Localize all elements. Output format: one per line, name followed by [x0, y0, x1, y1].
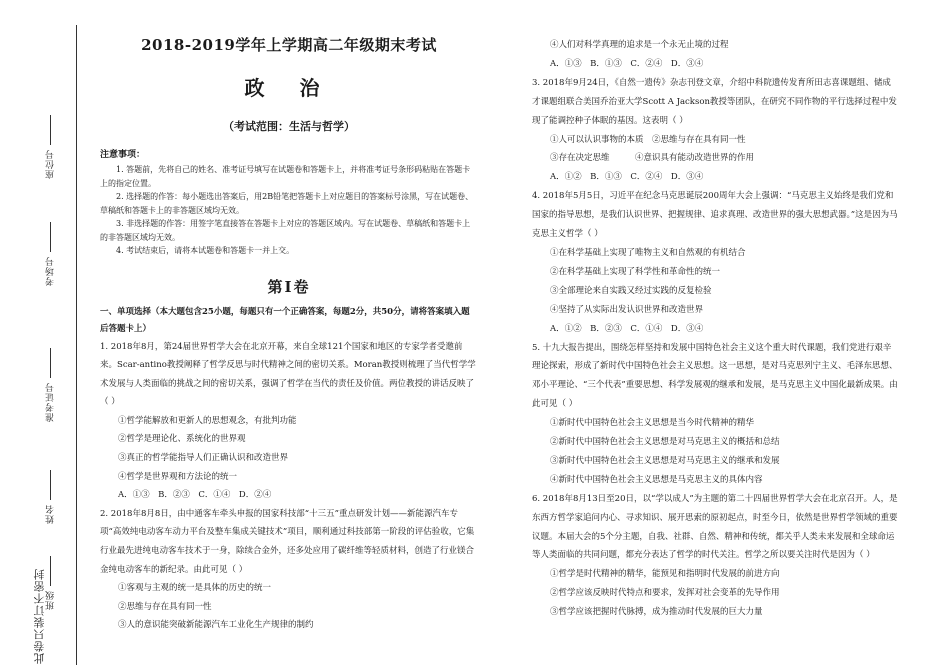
answer-choices: A．①③ B．①③ C．②④ D．③④: [550, 58, 704, 69]
question-stem: 3. 2018年9月24日，《自然一遗传》杂志刊登文章，介绍中科院遗传发育所田志喜课题组、储成才课题组联合美国乔治亚大学Scott A Jackson教授等团队，在研究不同作物的平行选择过程中发现了能调控种子体眠的基因。这表明（ ）: [532, 77, 897, 126]
question-option: ③存在决定思维 ④意识具有能动改造世界的作用: [550, 153, 755, 164]
question-3: [532, 74, 898, 187]
exam-room-field: 考场号: [44, 222, 57, 286]
question-option: ①人可以认识事物的本质 ②思维与存在具有同一性: [550, 134, 746, 145]
question-stem: 5. 十九大报告提出，围绕怎样坚持和发展中国特色社会主义这个重大时代课题，我们党进行艰辛理论探索，形成了新时代中国特色社会主义思想。这一思想，是对马克思列宁主义、毛泽东思想、邓小平理论、“三个代表”重要思想、科学发展观的继承和发展，是马克思主义中国化最新成果。由此可见（ ）: [532, 342, 898, 410]
notice-item: 1. 答题前，先将自己的姓名、准考证号填写在试题卷和答题卡上，并将准考证号条形码粘贴在答题卡上的指定位置。: [100, 165, 471, 188]
question-option: ③真正的哲学能指导人们正确认识和改造世界: [118, 453, 289, 464]
binding-margin: [0, 0, 92, 672]
question-stem: 1. 2018年8月，第24届世界哲学大会在北京开幕，来自全球121个国家和地区的专家学者受邀前来。Scar-antino教授阐释了哲学反思与时代精神之间的密切关系。Moran教授则梳理了当代哲学学术发展与人类面临的挑战之间的密切关系，强调了哲学在当代的责任及价值。两位教授的讲话反映了（ ）: [100, 341, 476, 408]
section-heading: 一、单项选择（本大题包含25小题，每题只有一个正确答案，每题2分，共50分，请将答案填入题后答题卡上）: [100, 306, 470, 334]
question-1: [100, 338, 478, 505]
question-option: ①客观与主观的统一是具体的历史的统一: [118, 583, 272, 594]
left-column: [100, 0, 478, 635]
question-option: ③全部理论来自实践又经过实践的反复检验: [550, 285, 712, 296]
question-stem: 4. 2018年5月5日，习近平在纪念马克思诞辰200周年大会上强调：“马克思主义始终是我们党和国家的指导思想，是我们认识世界、把握规律、追求真理、改造世界的强大思想武器。”这是因为马克思主义哲学（ ）: [532, 191, 898, 240]
volume-heading: 第Ⅰ卷: [267, 277, 311, 296]
answer-choices: A．①② B．②③ C．①④ D．③④: [550, 323, 704, 334]
seat-number-field: 座位号: [44, 115, 57, 179]
exam-scope: （考试范围：生活与哲学）: [223, 120, 355, 133]
question-stem: 6. 2018年8月13日至20日，以“学以成人”为主题的第二十四届世界哲学大会在北京召开。人，是东西方哲学家追问内心、寻求知识、展开思索的原初起点，时至今日，依然是世界哲学领域的重要议题。本届大会的5个分主题，自我、社群、自然、精神和传统，都关乎人类未来发展和全球命运等人类面临的共同问题，都充分表达了哲学的时代关注。哲学之所以要关注时代是因为（ ）: [532, 493, 898, 561]
question-option: ④坚持了从实际出发认识世界和改造世界: [550, 304, 704, 315]
question-option: ③新时代中国特色社会主义思想是对马克思主义的继承和发展: [550, 455, 780, 466]
question-option: ①在科学基础上实现了唯物主义和自然观的有机结合: [550, 247, 746, 258]
binding-note: 此卷只装订不密封: [33, 568, 46, 664]
question-option: ②思维与存在具有同一性: [118, 601, 212, 612]
question-option: ①哲学能解放和更新人的思想观念，有批判功能: [118, 415, 297, 426]
answer-choices: A．①③ B．②③ C．①④ D．②④: [118, 490, 272, 501]
question-option: ④哲学是世界观和方法论的统一: [118, 471, 238, 482]
question-option: ①新时代中国特色社会主义思想是当今时代精神的精华: [550, 418, 755, 429]
question-option: ①哲学是时代精神的精华，能预见和指明时代发展的前进方向: [550, 569, 780, 580]
question-option: ②在科学基础上实现了科学性和革命性的统一: [550, 266, 721, 277]
question-4: [532, 187, 898, 338]
binding-line: [76, 25, 77, 665]
question-option: ②新时代中国特色社会主义思想是对马克思主义的概括和总结: [550, 437, 780, 448]
exam-title: 2018-2019学年上学期高二年级期末考试: [141, 36, 437, 54]
right-column: [532, 36, 898, 622]
question-option: ④人们对科学真理的追求是一个永无止境的过程: [550, 40, 729, 50]
notice-item: 4. 考试结束后，请将本试题卷和答题卡一并上交。: [116, 246, 295, 255]
question-option: ③人的意识能突破新能源汽车工业化生产规律的制约: [118, 620, 314, 631]
question-option: ②哲学是理论化、系统化的世界观: [118, 434, 246, 445]
name-field: 姓名: [44, 470, 57, 524]
notice-item: 2. 选择题的作答：每小题选出答案后，用2B铅笔把答题卡上对应题目的答案标号涂黑，写在试题卷、草稿纸和答题卡上的非答题区域均无效。: [100, 192, 474, 215]
question-2: [100, 505, 478, 635]
question-5: [532, 339, 898, 490]
question-option: ④新时代中国特色社会主义思想是马克思主义的具体内容: [550, 474, 763, 485]
question-option: ③哲学应该把握时代脉搏，成为推动时代发展的巨大力量: [550, 607, 763, 618]
question-stem: 2. 2018年8月8日，由中通客车牵头申报的国家科技部“十三五”重点研发计划——新能源汽车专项“高效纯电动客车动力平台及整车集成关键技术”项目，顺利通过科技部第一阶段的评估验收，它集行业最先进纯电动客车技术于一身，除续合金外，还多处应用了碳纤维等轻质材料，创造了行业镁合金纯电动客车的新纪录。由此可见（ ）: [100, 508, 475, 575]
admission-number-field: 准考证号: [44, 348, 57, 422]
question-option: ②哲学应该反映时代特点和要求，发挥对社会变革的先导作用: [550, 588, 780, 599]
class-field: 班级: [44, 556, 57, 610]
answer-choices: A．①② B．①③ C．②④ D．③④: [550, 172, 704, 183]
question-2-continued: [532, 36, 898, 74]
notice-item: 3. 非选择题的作答：用签字笔直接答在答题卡上对应的答题区域内。写在试题卷、草稿纸和答题卡上的非答题区域均无效。: [100, 219, 471, 242]
notice-heading: 注意事项：: [100, 150, 146, 160]
subject-title: 政 治: [244, 76, 334, 100]
question-6: [532, 490, 898, 622]
